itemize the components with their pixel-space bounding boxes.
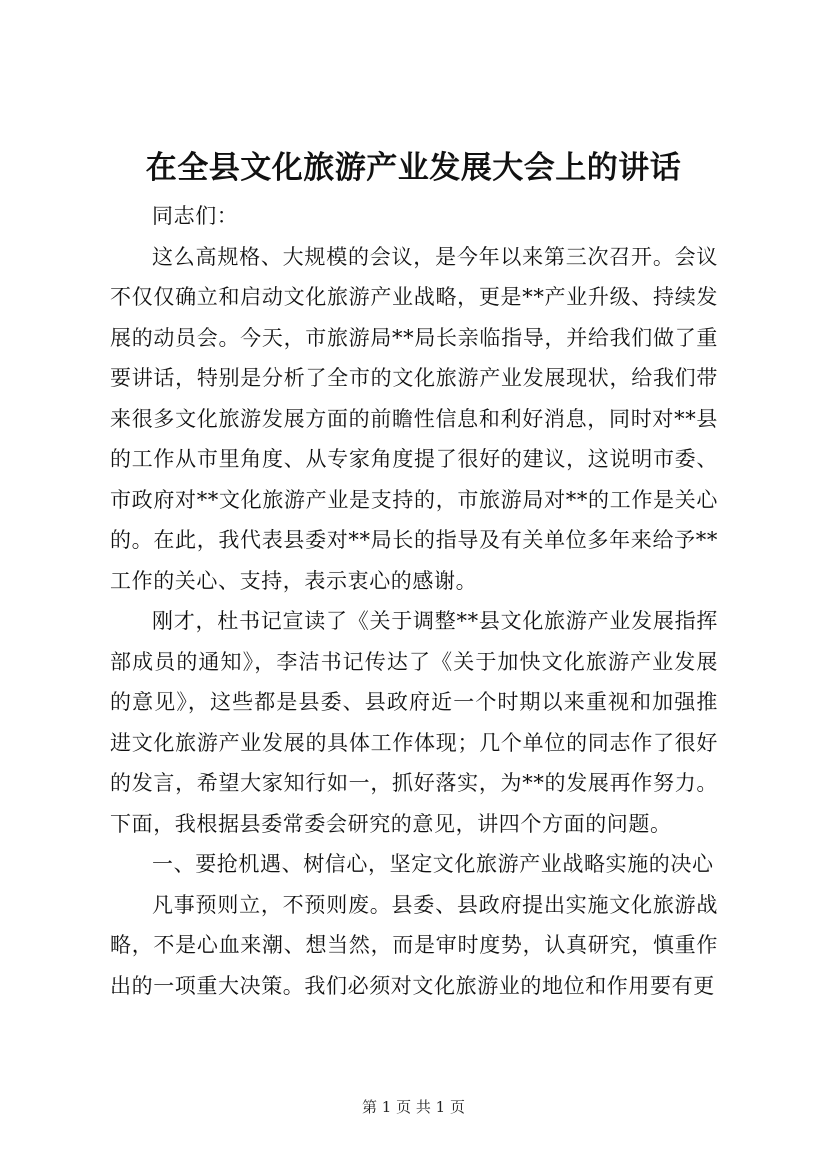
- section-paragraph: 凡事预则立，不预则废。县委、县政府提出实施文化旅游战略，不是心血来潮、想当然，而是审时度势，认真研究，慎重作出的一项重大决策。我们必须对文化旅游业的地位和作用要有更: [110, 892, 718, 998]
- body-paragraph-1: 这么高规格、大规模的会议，是今年以来第三次召开。会议不仅仅确立和启动文化旅游产业战略，更是**产业升级、持续发展的动员会。今天，市旅游局**局长亲临指导，并给我们做了重要讲话，特别是分析了全市的文化旅游产业发展现状，给我们带来很多文化旅游发展方面的前瞻性信息和利好消息，同时对**县的工作从市里角度、从专家角度提了很好的建议，这说明市委、市政府对**文化旅游产业是支持的，市旅游局对**的工作是关心的。在此，我代表县委对**局长的指导及有关单位多年来给予**工作的关心、支持，表示衷心的感谢。: [110, 244, 718, 593]
- section-heading: 一、要抢机遇、树信心，坚定文化旅游产业战略实施的决心: [152, 852, 714, 876]
- body-paragraph-2: 刚才，杜书记宣读了《关于调整**县文化旅游产业发展指挥部成员的通知》，李洁书记传达了《关于加快文化旅游产业发展的意见》，这些都是县委、县政府近一个时期以来重视和加强推进文化旅游产业发展的具体工作体现；几个单位的同志作了很好的发言，希望大家知行如一，抓好落实，为**的发展再作努力。下面，我根据县委常委会研究的意见，讲四个方面的问题。: [110, 609, 718, 836]
- salutation: 同志们：: [152, 204, 239, 228]
- page-footer: 第 1 页 共 1 页: [362, 1098, 465, 1116]
- document-body: [110, 196, 718, 1006]
- document-title: 在全县文化旅游产业发展大会上的讲话: [145, 150, 682, 186]
